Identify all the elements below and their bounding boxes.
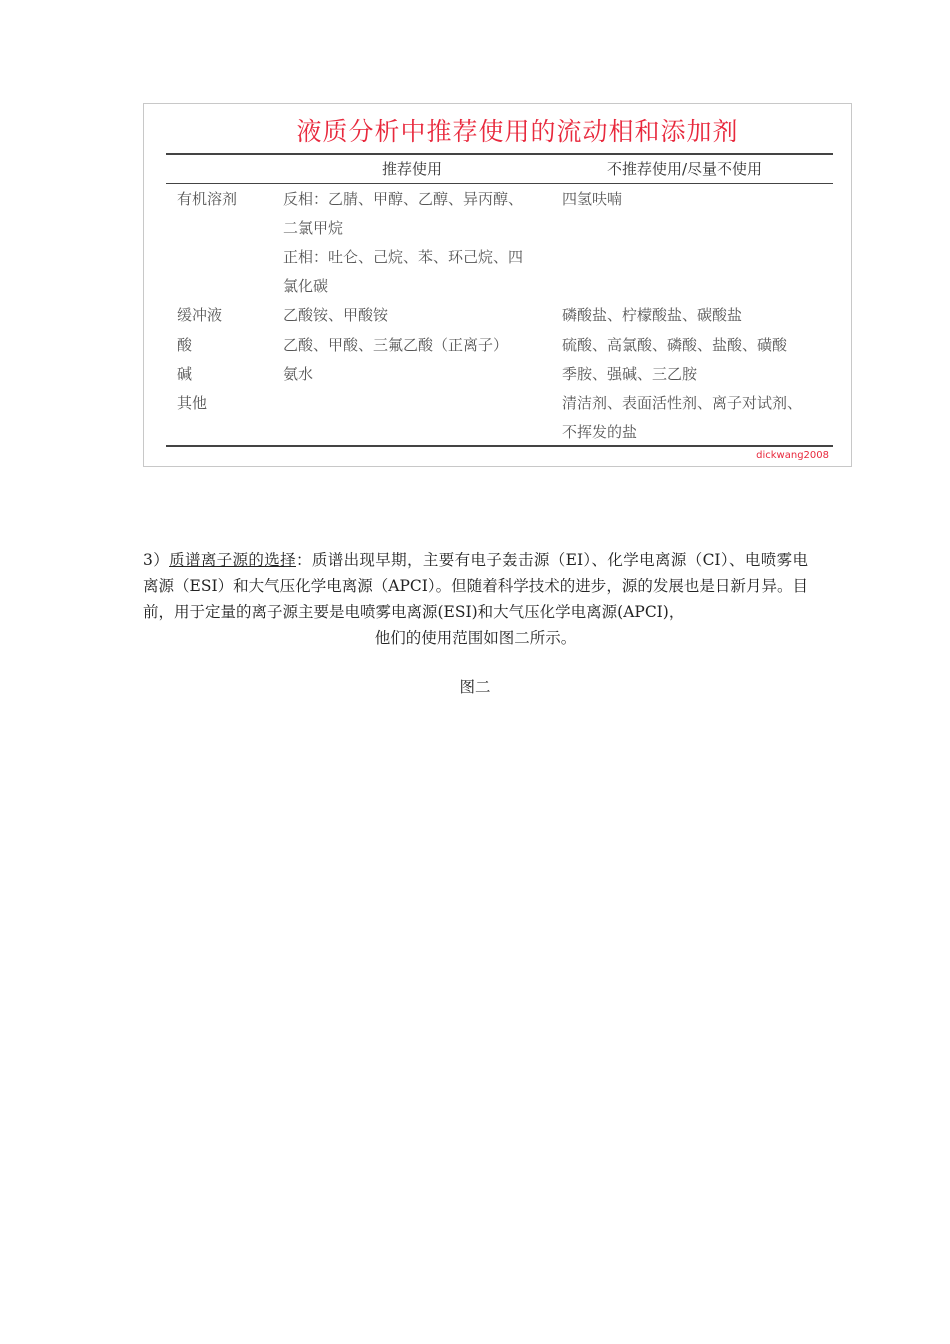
not-recommended-line: 硫酸、高氯酸、磷酸、盐酸、磺酸 (562, 336, 788, 354)
paragraph-body: ：质谱出现早期，主要有电子轰击源（EI）、化学电离源（CI）、电喷雾电离源（ESI）和大气压化学电离源（APCI）。但随着科学技术的进步，源的发展也是日新月异。目前，用于定量的离子源主要是电喷雾电离源(ESI)和大气压化学电离源(APCI)， (143, 551, 808, 621)
section-heading-underlined: 质谱离子源的选择 (169, 551, 296, 569)
row-category: 其他 (177, 394, 208, 412)
column-header-not-recommended: 不推荐使用/尽量不使用 (607, 160, 763, 178)
table-bottom-rule (166, 445, 833, 447)
figure-title: 液质分析中推荐使用的流动相和添加剂 (296, 117, 739, 146)
body-paragraph (143, 547, 808, 651)
recommended-line: 氨水 (283, 365, 314, 383)
row-category: 碱 (177, 365, 193, 383)
not-recommended-line: 季胺、强碱、三乙胺 (562, 365, 698, 383)
mobile-phase-table-figure (143, 103, 852, 467)
row-category: 有机溶剂 (177, 190, 238, 208)
not-recommended-line: 清洁剂、表面活性剂、离子对试剂、 (562, 394, 803, 412)
recommended-line: 乙酸铵、甲酸铵 (283, 306, 389, 324)
not-recommended-line: 磷酸盐、柠檬酸盐、碳酸盐 (562, 306, 743, 324)
not-recommended-line: 不挥发的盐 (562, 423, 638, 441)
row-category: 缓冲液 (177, 306, 223, 324)
figure-caption: 图二 (459, 678, 491, 696)
paragraph-last-line: 他们的使用范围如图二所示。 (374, 629, 577, 647)
column-header-recommended: 推荐使用 (382, 160, 443, 178)
paragraph-prefix: 3） (143, 551, 170, 569)
recommended-line: 正相：吐仑、己烷、苯、环己烷、四 (283, 248, 524, 266)
recommended-line: 反相：乙腈、甲醇、乙醇、异丙醇、 (283, 190, 524, 208)
row-category: 酸 (177, 336, 193, 354)
recommended-line: 氯化碳 (283, 277, 329, 295)
watermark: dickwang2008 (756, 450, 829, 461)
recommended-line: 二氯甲烷 (283, 219, 344, 237)
table-header-rule (166, 183, 833, 184)
recommended-line: 乙酸、甲酸、三氟乙酸（正离子） (283, 336, 509, 354)
table-top-rule (166, 153, 833, 155)
not-recommended-line: 四氢呋喃 (562, 190, 623, 208)
